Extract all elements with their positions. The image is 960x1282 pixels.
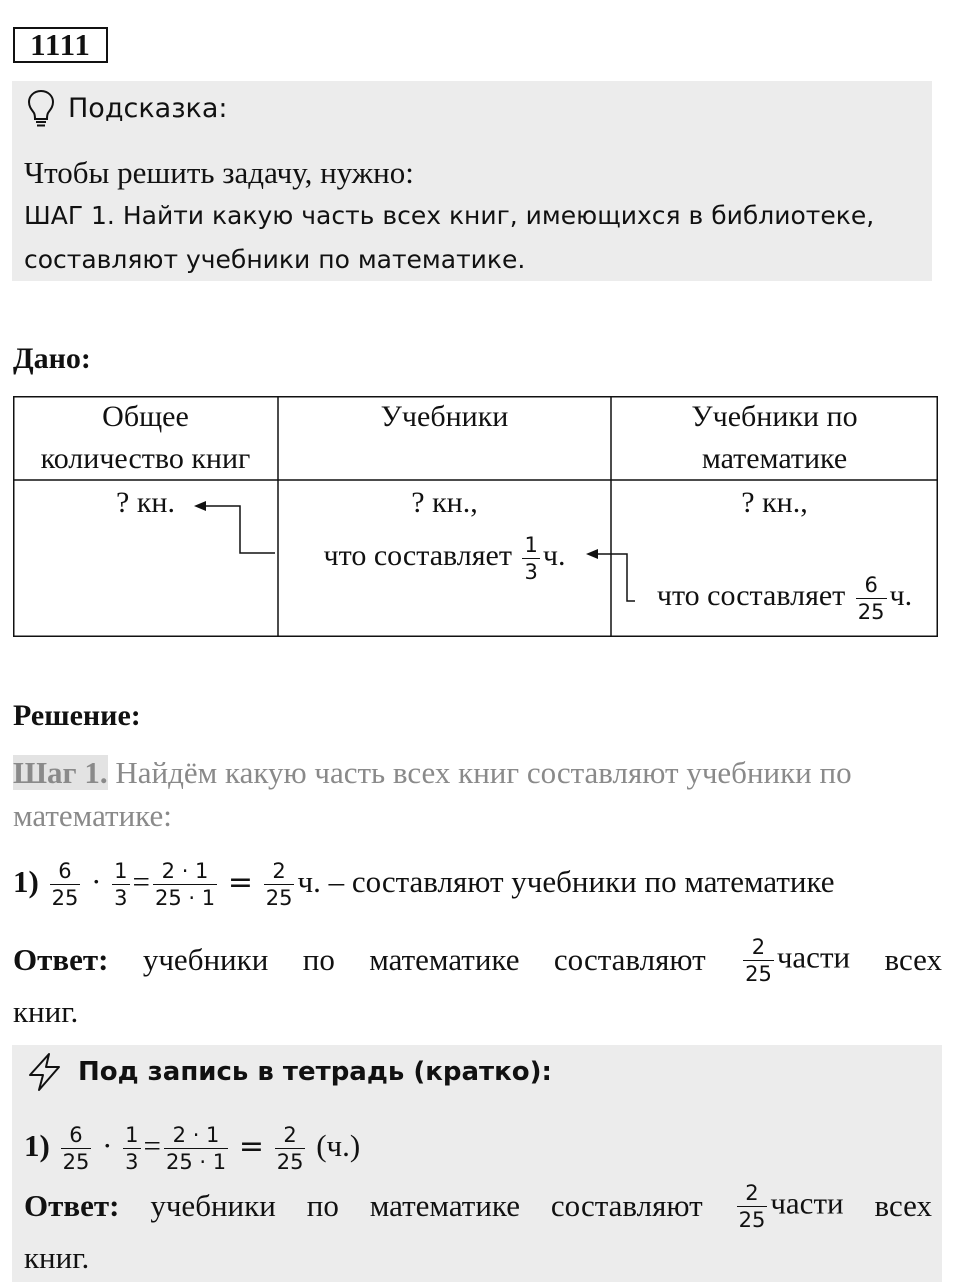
hint-step-text-2: составляют учебники по математике. bbox=[24, 245, 526, 274]
task-number: 1111 bbox=[13, 27, 108, 63]
notes-answer-end: книг. bbox=[24, 1240, 90, 1275]
answer-word: по bbox=[302, 942, 335, 977]
lightbulb-icon bbox=[26, 88, 56, 128]
notes-calc-index: 1) bbox=[24, 1128, 50, 1163]
answer-word: математике bbox=[369, 942, 520, 977]
notes-frac-2: $\frac{1}{3}$ bbox=[125, 1123, 139, 1175]
given-table bbox=[13, 396, 938, 637]
textbooks-phrase: что составляет bbox=[323, 539, 512, 572]
answer-label: Ответ: bbox=[13, 942, 109, 977]
answer-word: части bbox=[776, 939, 851, 975]
solution-calc bbox=[13, 849, 835, 916]
header-math-line2: математике bbox=[701, 442, 848, 475]
cell-math-value: ? кн., bbox=[741, 486, 808, 519]
answer-word: всех bbox=[884, 942, 942, 977]
calc-dot: · bbox=[91, 864, 102, 899]
notes-answer-word: составляют bbox=[550, 1188, 703, 1223]
cell-total-value: ? кн. bbox=[116, 486, 175, 519]
given-title: Дано: bbox=[13, 342, 91, 375]
lightning-icon bbox=[26, 1052, 64, 1092]
notes-answer-frac: $\frac{2}{25}$ bbox=[738, 1180, 766, 1232]
notes-answer-word: всех bbox=[874, 1188, 932, 1223]
calc-eq-2: = bbox=[227, 865, 253, 900]
cell-textbooks-value: ? кн., bbox=[411, 486, 478, 519]
calc-frac-4: $\frac{2}{25}$ bbox=[265, 859, 293, 911]
solution-step-line bbox=[13, 753, 852, 793]
calc-frac-3: $\frac{2 \cdot 1}{25 \cdot 1}$ bbox=[155, 859, 216, 911]
calc-frac-1: $\frac{6}{25}$ bbox=[51, 859, 79, 911]
calc-tail: ч. – составляют учебники по математике bbox=[297, 864, 835, 899]
notes-calc-dot: · bbox=[102, 1128, 113, 1163]
solution-step-text: Найдём какую часть всех книг составляют учебники по bbox=[107, 755, 852, 790]
answer-word: составляют bbox=[553, 942, 706, 977]
header-total-line2: количество книг bbox=[40, 442, 251, 475]
notes-frac-4: $\frac{2}{25}$ bbox=[276, 1123, 304, 1175]
hint-step-text: Найти какую часть всех книг, имеющихся в библиотеке, bbox=[114, 201, 875, 230]
solution-answer-line bbox=[13, 928, 942, 992]
calc-frac-2: $\frac{1}{3}$ bbox=[114, 859, 128, 911]
notes-calc-eq-2: = bbox=[238, 1129, 264, 1164]
solution-title: Решение: bbox=[13, 699, 141, 732]
header-total-line1: Общее bbox=[102, 400, 189, 433]
solution-step-text-2: математике: bbox=[13, 798, 172, 833]
hint-title: Подсказка: bbox=[68, 93, 228, 124]
answer-frac-group bbox=[740, 934, 850, 987]
fraction-one-third: $\frac{1}{3}$ bbox=[524, 532, 538, 584]
notes-answer-word: по bbox=[306, 1188, 339, 1223]
hint-intro: Чтобы решить задачу, нужно: bbox=[24, 155, 414, 190]
notes-answer-word: учебники bbox=[150, 1188, 276, 1223]
notes-calc bbox=[24, 1113, 360, 1180]
notes-answer-line bbox=[24, 1174, 932, 1238]
notes-answer-label: Ответ: bbox=[24, 1188, 120, 1223]
relation-arrows bbox=[13, 396, 938, 637]
notes-answer-word: части bbox=[770, 1185, 844, 1221]
math-phrase: что составляет bbox=[656, 579, 846, 612]
textbooks-unit: ч. bbox=[542, 539, 566, 572]
calc-index: 1) bbox=[13, 864, 39, 899]
calc-eq-1: = bbox=[132, 864, 150, 899]
header-math-line1: Учебники по bbox=[691, 400, 858, 433]
notes-calc-tail: (ч.) bbox=[316, 1128, 361, 1163]
notes-calc-eq-1: = bbox=[143, 1128, 161, 1163]
hint-step-line bbox=[24, 198, 874, 234]
solution-step-label: Шаг 1. bbox=[13, 755, 108, 790]
hint-step-label: ШАГ 1. bbox=[24, 201, 115, 230]
answer-end: книг. bbox=[13, 994, 79, 1029]
header-textbooks-line1: Учебники bbox=[380, 400, 509, 433]
fraction-six-25: $\frac{6}{25}$ bbox=[857, 572, 885, 624]
answer-frac: $\frac{2}{25}$ bbox=[745, 934, 772, 986]
notes-frac-1: $\frac{6}{25}$ bbox=[62, 1123, 90, 1175]
notes-answer-frac-group bbox=[734, 1180, 844, 1233]
notes-frac-3: $\frac{2 \cdot 1}{25 \cdot 1}$ bbox=[166, 1123, 227, 1175]
notes-title: Под запись в тетрадь (кратко): bbox=[78, 1057, 552, 1087]
notes-answer-word: математике bbox=[369, 1188, 520, 1223]
math-unit: ч. bbox=[889, 579, 913, 612]
answer-word: учебники bbox=[142, 942, 269, 977]
